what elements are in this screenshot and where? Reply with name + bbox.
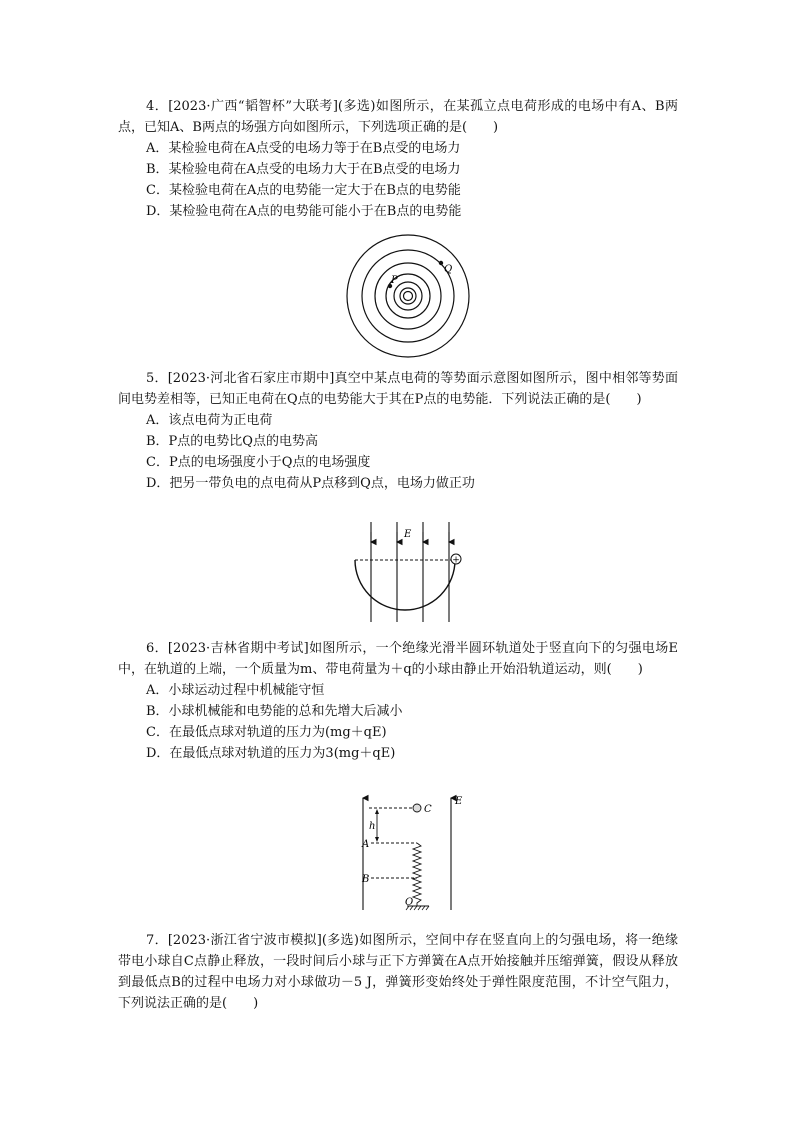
option-d: D．把另一带负电的点电荷从P点移到Q点，电场力做正功 <box>146 476 475 491</box>
point-q <box>439 261 443 265</box>
question-7 <box>118 930 678 1014</box>
question-stem: 4．[2023·广西“韬智杯”大联考](多选)如图所示，在某孤立点电荷形成的电场中有A、B两点，已知A、B两点的场强方向如图所示，下列选项正确的是( ) <box>118 99 678 135</box>
option-b: B．小球机械能和电势能的总和先增大后减小 <box>146 704 403 719</box>
label-h: h <box>369 821 376 832</box>
ball-c <box>413 804 421 812</box>
question-stem: 5．[2023·河北省石家庄市期中]真空中某点电荷的等势面示意图如图所示，图中相邻等势面间电势差相等，已知正电荷在Q点的电势能大于其在P点的电势能．下列说法正确的是( ) <box>118 371 678 407</box>
question-stem: 6．[2023·吉林省期中考试]如图所示，一个绝缘光滑半圆环轨道处于竖直向下的匀强电场E中，在轨道的上端，一个质量为m、带电荷量为＋q的小球由静止开始沿轨道运动，则( ) <box>118 641 678 677</box>
option-a: A．某检验电荷在A点受的电场力等于在B点受的电场力 <box>146 141 461 156</box>
question-4 <box>118 96 678 222</box>
equipotential-figure <box>345 233 471 359</box>
label-plus: + <box>452 555 460 566</box>
option-d: D．在最低点球对轨道的压力为3(mg＋qE) <box>146 746 396 761</box>
label-a: A <box>362 839 370 850</box>
question-stem: 7．[2023·浙江省宁波市模拟](多选)如图所示，空间中存在竖直向上的匀强电场，将一绝缘带电小球自C点静止释放，一段时间后小球与正下方弹簧在A点开始接触并压缩弹簧，假设从释放到最低点B的过程中电场力对小球做功－5 J，弹簧形变始终处于弹性限度范围，不计空气阻力，下列说法正确的是( ) <box>118 933 678 1011</box>
label-field-e: E <box>404 529 412 540</box>
option-b: B．P点的电势比Q点的电势高 <box>146 434 318 449</box>
label-b: B <box>362 874 370 885</box>
question-6 <box>118 638 678 764</box>
question-5 <box>118 368 678 494</box>
option-c: C．某检验电荷在A点的电势能一定大于在B点的电势能 <box>146 183 461 198</box>
spring-field-figure <box>355 792 465 916</box>
label-q: Q <box>444 264 453 275</box>
label-o: O <box>405 897 414 908</box>
option-b: B．某检验电荷在A点受的电场力大于在B点受的电场力 <box>146 162 461 177</box>
spring <box>413 843 421 906</box>
option-c: C．P点的电场强度小于Q点的电场强度 <box>146 455 371 470</box>
label-c: C <box>424 804 432 815</box>
label-p: P <box>391 275 398 286</box>
label-field-e: E <box>455 796 463 807</box>
option-c: C．在最低点球对轨道的压力为(mg＋qE) <box>146 725 387 740</box>
option-a: A．小球运动过程中机械能守恒 <box>146 683 325 698</box>
option-a: A．该点电荷为正电荷 <box>146 413 273 428</box>
semicircle-track-figure <box>345 520 467 626</box>
semicircle-track <box>355 560 455 610</box>
option-d: D．某检验电荷在A点的电势能可能小于在B点的电势能 <box>146 204 462 219</box>
